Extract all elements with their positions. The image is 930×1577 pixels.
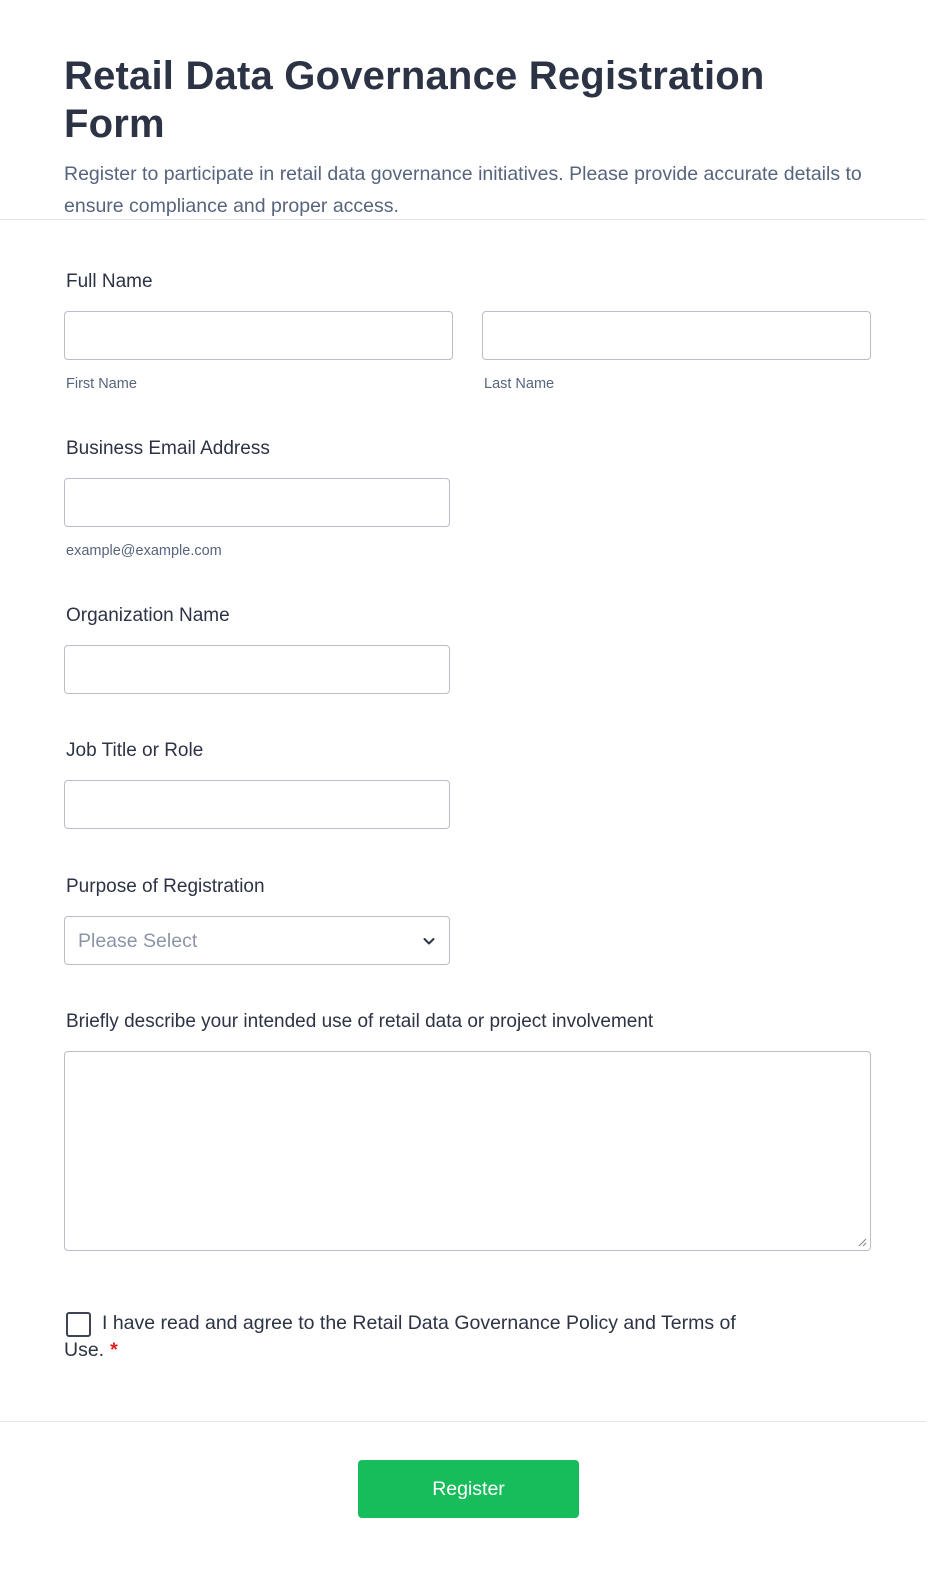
purpose-label: Purpose of Registration — [66, 876, 265, 897]
form-header — [64, 52, 864, 222]
organization-input[interactable] — [64, 645, 450, 694]
last-name-input[interactable] — [482, 311, 871, 360]
last-name-sublabel: Last Name — [484, 376, 555, 392]
form-title: Retail Data Governance Registration Form — [64, 54, 765, 146]
consent-label — [64, 1310, 794, 1364]
job-title-label: Job Title or Role — [66, 740, 204, 761]
description-label: Briefly describe your intended use of retail data or project involvement — [66, 1011, 654, 1032]
full-name-label: Full Name — [66, 271, 153, 292]
email-label: Business Email Address — [66, 438, 270, 459]
first-name-input[interactable] — [64, 311, 453, 360]
header-divider — [0, 219, 926, 220]
register-button[interactable]: Register — [358, 1460, 579, 1518]
consent-text: I have read and agree to the Retail Data Governance Policy and Terms of Use. — [64, 1312, 736, 1361]
required-marker: * — [110, 1339, 118, 1361]
resize-grip-icon[interactable] — [857, 1237, 867, 1247]
email-input[interactable] — [64, 478, 450, 527]
organization-label: Organization Name — [66, 605, 230, 626]
form-description: Register to participate in retail data governance initiatives. Please provide accurate details to ensure compliance and proper access. — [64, 163, 862, 217]
chevron-down-icon — [421, 933, 437, 949]
description-textarea[interactable] — [64, 1051, 871, 1251]
email-sublabel: example@example.com — [66, 543, 222, 559]
job-title-input[interactable] — [64, 780, 450, 829]
purpose-select-value: Please Select — [78, 930, 198, 952]
footer-divider — [0, 1421, 926, 1422]
first-name-sublabel: First Name — [66, 376, 137, 392]
purpose-select[interactable] — [64, 916, 450, 965]
